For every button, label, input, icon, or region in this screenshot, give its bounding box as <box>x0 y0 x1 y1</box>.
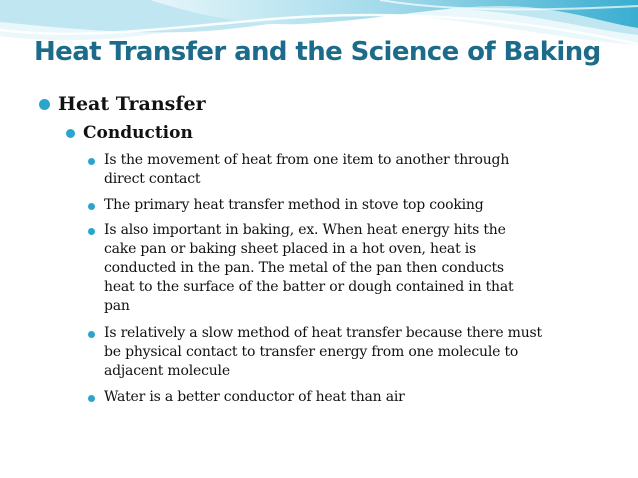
point-text: Is also important in baking, ex. When heat energy hits the cake pan or baking sheet placed in a hot oven, heat is conducted in the pan. The metal of the pan then conducts heat to the surface of the batter or dough contained in that pan <box>104 222 514 314</box>
level2-label: Conduction <box>83 123 193 143</box>
slide-title: Heat Transfer and the Science of Baking <box>34 37 601 67</box>
bullet-icon <box>39 99 50 110</box>
bullet-icon <box>88 203 95 210</box>
bullet-icon <box>66 129 75 138</box>
bullet-icon <box>88 395 95 402</box>
point-text: Water is a better conductor of heat than air <box>104 389 405 405</box>
bullet-icon <box>88 228 95 235</box>
level1-label: Heat Transfer <box>58 93 206 115</box>
bullet-icon <box>88 331 95 338</box>
point-text: Is the movement of heat from one item to another through direct contact <box>104 152 510 187</box>
bullet-icon <box>88 158 95 165</box>
point-text: The primary heat transfer method in stove top cooking <box>104 197 484 213</box>
point-text: Is relatively a slow method of heat transfer because there must be physical contact to transfer energy from one molecule to adjacent molecule <box>104 325 542 379</box>
